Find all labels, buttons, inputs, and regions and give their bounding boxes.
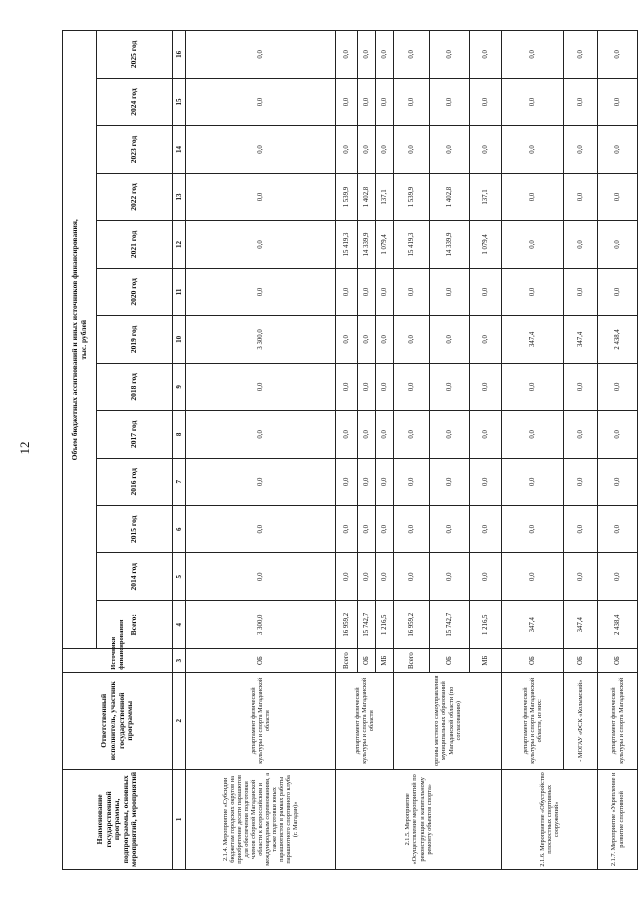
responsible-cell: - МОГАУ «ФСК «Колымский»: [564, 672, 598, 769]
header-year: 2017 год: [97, 411, 173, 458]
header-year: 2015 год: [97, 506, 173, 553]
year-value-cell: 137,1: [376, 173, 394, 220]
year-value-cell: 0,0: [376, 458, 394, 505]
year-value-cell: 0,0: [394, 126, 430, 173]
source-cell: ОБ: [598, 649, 638, 672]
year-value-cell: 0,0: [358, 316, 376, 363]
year-value-cell: 0,0: [470, 316, 502, 363]
year-value-cell: 0,0: [470, 363, 502, 410]
column-number: 9: [173, 363, 186, 410]
total-value-cell: 1 216,5: [376, 600, 394, 649]
year-value-cell: 347,4: [564, 316, 598, 363]
column-number: 2: [173, 672, 186, 769]
year-value-cell: 0,0: [430, 78, 470, 125]
year-value-cell: 0,0: [430, 411, 470, 458]
header-year: 2014 год: [97, 553, 173, 600]
header-year: 2019 год: [97, 316, 173, 363]
year-value-cell: 0,0: [394, 268, 430, 315]
year-value-cell: 0,0: [186, 553, 336, 600]
year-value-cell: 0,0: [470, 506, 502, 553]
total-value-cell: 347,4: [564, 600, 598, 649]
column-number: 16: [173, 31, 186, 79]
year-value-cell: 0,0: [564, 268, 598, 315]
year-value-cell: 0,0: [598, 363, 638, 410]
year-value-cell: 0,0: [186, 126, 336, 173]
header-responsible: Ответственный исполнитель, участник государственной программы: [63, 672, 173, 769]
responsible-cell: департамент физической культуры и спорта Магаданской области: [186, 672, 336, 769]
source-cell: ОБ: [564, 649, 598, 672]
year-value-cell: 0,0: [186, 78, 336, 125]
measure-cell: [186, 769, 336, 869]
year-value-cell: 347,4: [502, 316, 564, 363]
year-value-cell: 0,0: [598, 126, 638, 173]
year-value-cell: 0,0: [564, 506, 598, 553]
header-volume-title: Объем бюджетных ассигнований и иных источников финансирования,: [69, 219, 79, 461]
source-cell: МБ: [376, 649, 394, 672]
header-year: 2022 год: [97, 173, 173, 220]
measure-name: 2.1.6. Мероприятие «Обустройство плоскостных спортивных сооружений»: [538, 772, 561, 867]
header-year: 2025 год: [97, 31, 173, 79]
year-value-cell: 0,0: [502, 506, 564, 553]
year-value-cell: 0,0: [376, 268, 394, 315]
year-value-cell: 0,0: [564, 173, 598, 220]
year-value-cell: 0,0: [502, 411, 564, 458]
year-value-cell: 0,0: [598, 411, 638, 458]
year-value-cell: 14 339,9: [358, 221, 376, 268]
year-value-cell: 0,0: [394, 411, 430, 458]
year-value-cell: 0,0: [358, 363, 376, 410]
column-number: 13: [173, 173, 186, 220]
header-year: 2021 год: [97, 221, 173, 268]
source-cell: ОБ: [358, 649, 376, 672]
source-cell: ОБ: [502, 649, 564, 672]
total-value-cell: 3 300,0: [186, 600, 336, 649]
measure-name: 2.1.7. Мероприятие «Укрепление и развитие спортивной: [610, 772, 625, 867]
year-value-cell: 0,0: [336, 411, 358, 458]
year-value-cell: 0,0: [376, 363, 394, 410]
rotated-table-wrapper: [62, 30, 625, 870]
table-row: [336, 31, 358, 870]
column-number: 10: [173, 316, 186, 363]
year-value-cell: 0,0: [502, 78, 564, 125]
page-number: 12: [17, 441, 32, 455]
year-value-cell: 0,0: [564, 78, 598, 125]
responsible-cell: департамент физической культуры и спорта Магаданской области: [336, 672, 394, 769]
year-value-cell: 0,0: [502, 363, 564, 410]
year-value-cell: 0,0: [430, 506, 470, 553]
year-value-cell: 0,0: [564, 553, 598, 600]
header-volume-unit: тыс. рублей: [78, 319, 88, 360]
year-value-cell: 0,0: [502, 173, 564, 220]
column-number: 5: [173, 553, 186, 600]
year-value-cell: 0,0: [394, 316, 430, 363]
year-value-cell: 0,0: [564, 411, 598, 458]
year-value-cell: 1 539,9: [394, 173, 430, 220]
year-value-cell: 0,0: [598, 78, 638, 125]
year-value-cell: 0,0: [470, 458, 502, 505]
year-value-cell: 0,0: [502, 221, 564, 268]
year-value-cell: 0,0: [376, 31, 394, 79]
year-value-cell: 137,1: [470, 173, 502, 220]
responsible-cell: департамент физической культуры и спорта Магаданской области, из них:: [502, 672, 564, 769]
table-row: [564, 31, 598, 870]
year-value-cell: 0,0: [564, 458, 598, 505]
year-value-cell: 0,0: [336, 363, 358, 410]
header-year: 2018 год: [97, 363, 173, 410]
year-value-cell: 0,0: [376, 411, 394, 458]
year-value-cell: 0,0: [358, 31, 376, 79]
year-value-cell: 0,0: [430, 363, 470, 410]
year-value-cell: 0,0: [470, 126, 502, 173]
year-value-cell: 0,0: [394, 506, 430, 553]
year-value-cell: 0,0: [358, 126, 376, 173]
year-value-cell: 1 539,9: [336, 173, 358, 220]
year-value-cell: 0,0: [376, 316, 394, 363]
year-value-cell: 0,0: [502, 126, 564, 173]
year-value-cell: 0,0: [564, 221, 598, 268]
total-value-cell: 15 742,7: [430, 600, 470, 649]
year-value-cell: 0,0: [598, 173, 638, 220]
total-value-cell: 15 742,7: [358, 600, 376, 649]
year-value-cell: 0,0: [358, 268, 376, 315]
year-value-cell: 14 339,9: [430, 221, 470, 268]
column-number: 3: [173, 649, 186, 672]
header-year: 2016 год: [97, 458, 173, 505]
total-value-cell: 1 216,5: [470, 600, 502, 649]
year-value-cell: 1 402,8: [358, 173, 376, 220]
source-cell: ОБ: [186, 649, 336, 672]
measure-cell: [598, 769, 638, 869]
year-value-cell: 0,0: [430, 268, 470, 315]
year-value-cell: 0,0: [598, 221, 638, 268]
table-row: [598, 31, 638, 870]
year-value-cell: 0,0: [430, 553, 470, 600]
table-row: [394, 31, 430, 870]
year-value-cell: 15 419,3: [394, 221, 430, 268]
year-value-cell: 0,0: [376, 126, 394, 173]
year-value-cell: 2 438,4: [598, 316, 638, 363]
year-value-cell: 0,0: [430, 126, 470, 173]
header-volume: [63, 31, 97, 650]
column-number: 6: [173, 506, 186, 553]
year-value-cell: 0,0: [336, 268, 358, 315]
year-value-cell: 3 300,0: [186, 316, 336, 363]
year-value-cell: 0,0: [358, 78, 376, 125]
source-cell: ОБ: [430, 649, 470, 672]
year-value-cell: 1 079,4: [470, 221, 502, 268]
year-value-cell: 0,0: [430, 31, 470, 79]
year-value-cell: 0,0: [336, 126, 358, 173]
total-value-cell: 16 959,2: [336, 600, 358, 649]
year-value-cell: 0,0: [358, 458, 376, 505]
year-value-cell: 0,0: [376, 78, 394, 125]
table-row: [186, 31, 336, 870]
table-row: [502, 31, 564, 870]
year-value-cell: 0,0: [598, 506, 638, 553]
year-value-cell: 0,0: [430, 316, 470, 363]
header-name: Наименование государственной программы, подпрограммы, основных мероприятий, мероприятий: [63, 769, 173, 869]
responsible-cell: органы местного самоуправления муниципальных образований Магаданской области (по согласованию): [394, 672, 502, 769]
year-value-cell: 0,0: [186, 363, 336, 410]
year-value-cell: 0,0: [376, 506, 394, 553]
year-value-cell: 0,0: [598, 31, 638, 79]
year-value-cell: 0,0: [470, 411, 502, 458]
year-value-cell: 0,0: [470, 268, 502, 315]
year-value-cell: 1 402,8: [430, 173, 470, 220]
year-value-cell: 0,0: [186, 411, 336, 458]
year-value-cell: 0,0: [394, 78, 430, 125]
year-value-cell: 0,0: [394, 31, 430, 79]
year-value-cell: 0,0: [502, 268, 564, 315]
year-value-cell: 0,0: [336, 553, 358, 600]
year-value-cell: 0,0: [336, 316, 358, 363]
year-value-cell: 0,0: [186, 458, 336, 505]
year-value-cell: 0,0: [564, 126, 598, 173]
column-number: 4: [173, 600, 186, 649]
source-cell: Всего: [394, 649, 430, 672]
year-value-cell: 0,0: [376, 553, 394, 600]
year-value-cell: 1 079,4: [376, 221, 394, 268]
financing-table: [62, 30, 638, 870]
year-value-cell: 0,0: [598, 268, 638, 315]
column-number: 12: [173, 221, 186, 268]
column-number: 7: [173, 458, 186, 505]
total-value-cell: 347,4: [502, 600, 564, 649]
year-value-cell: 0,0: [564, 31, 598, 79]
year-value-cell: 0,0: [394, 553, 430, 600]
measure-name: 2.1.5. Мероприятие «Осуществление мероприятий по реконструкции и капитальному ремонту объектов спорта»: [404, 774, 433, 865]
header-year: 2024 год: [97, 78, 173, 125]
year-value-cell: 0,0: [502, 458, 564, 505]
measure-name: 2.1.4. Мероприятие «Субсидии бюджетам городских округов на приобретение десяти парашютов для обеспечения подготовки членов сборной Магаданской области к всероссийским и международным соревнованиям, а также подготовки юных парашютистов в рамках работы парашютного спортивного клуба (г. Магадан)»: [221, 773, 300, 866]
year-value-cell: 0,0: [502, 31, 564, 79]
year-value-cell: 0,0: [470, 31, 502, 79]
year-value-cell: 0,0: [502, 553, 564, 600]
measure-cell: [336, 769, 502, 869]
year-value-cell: 0,0: [598, 458, 638, 505]
year-value-cell: 0,0: [564, 363, 598, 410]
year-value-cell: 0,0: [394, 458, 430, 505]
responsible-cell: департамент физической культуры и спорта Магаданской: [598, 672, 638, 769]
column-number: 8: [173, 411, 186, 458]
year-value-cell: 0,0: [186, 173, 336, 220]
year-value-cell: 0,0: [394, 363, 430, 410]
column-number: 14: [173, 126, 186, 173]
year-value-cell: 0,0: [358, 411, 376, 458]
year-value-cell: 0,0: [336, 458, 358, 505]
year-value-cell: 0,0: [430, 458, 470, 505]
source-cell: Всего: [336, 649, 358, 672]
column-number: 1: [173, 769, 186, 869]
year-value-cell: 0,0: [186, 506, 336, 553]
total-value-cell: 2 438,4: [598, 600, 638, 649]
header-total: Всего:: [97, 600, 173, 649]
header-year: 2023 год: [97, 126, 173, 173]
column-number: 15: [173, 78, 186, 125]
header-year: 2020 год: [97, 268, 173, 315]
year-value-cell: 0,0: [186, 221, 336, 268]
total-value-cell: 16 959,2: [394, 600, 430, 649]
header-source: Источники финансирования: [63, 649, 173, 672]
year-value-cell: 0,0: [470, 78, 502, 125]
year-value-cell: 0,0: [186, 31, 336, 79]
year-value-cell: 0,0: [336, 506, 358, 553]
year-value-cell: 0,0: [358, 553, 376, 600]
year-value-cell: 0,0: [470, 553, 502, 600]
year-value-cell: 0,0: [186, 268, 336, 315]
year-value-cell: 0,0: [336, 78, 358, 125]
year-value-cell: 15 419,3: [336, 221, 358, 268]
measure-cell: [502, 769, 598, 869]
source-cell: МБ: [470, 649, 502, 672]
year-value-cell: 0,0: [598, 553, 638, 600]
year-value-cell: 0,0: [336, 31, 358, 79]
column-number: 11: [173, 268, 186, 315]
year-value-cell: 0,0: [358, 506, 376, 553]
